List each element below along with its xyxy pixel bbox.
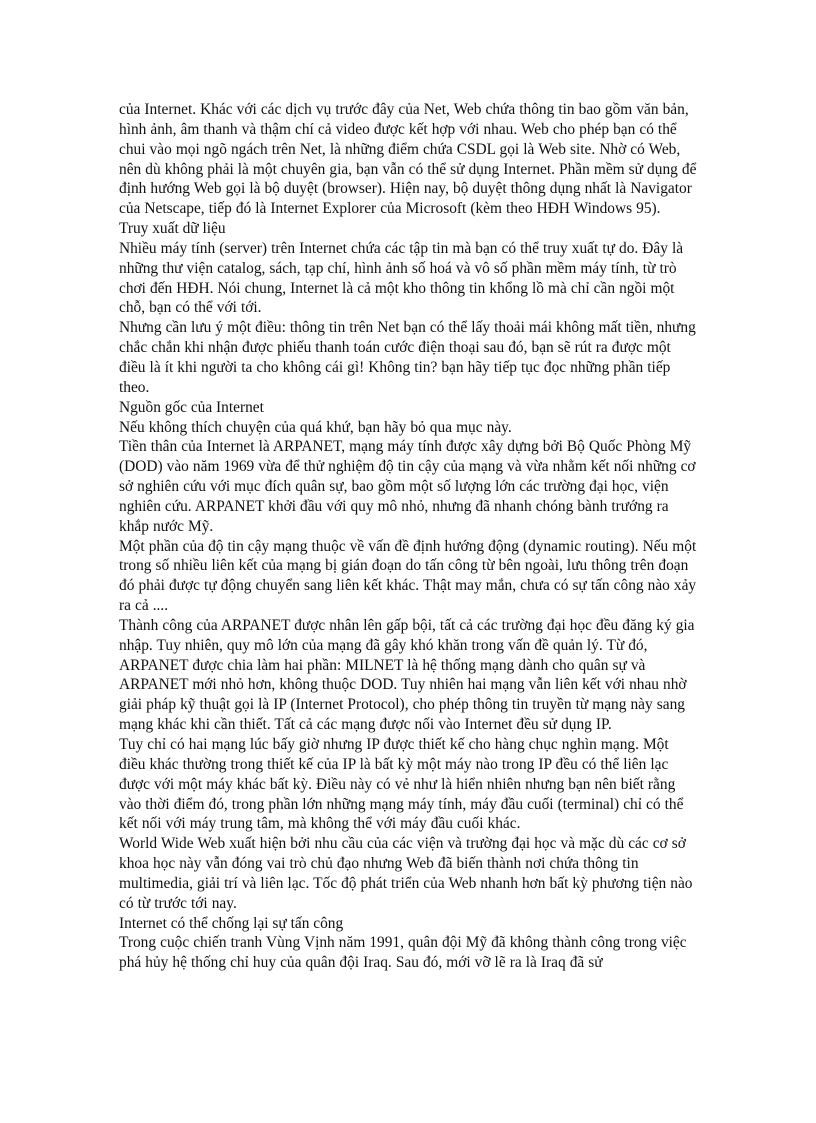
paragraph-skip-note: Nếu không thích chuyện của quá khứ, bạn hãy bỏ qua mục này. xyxy=(119,418,512,436)
heading-data-access: Truy xuất dữ liệu xyxy=(119,220,226,238)
paragraph-milnet: Thành công của ARPANET được nhân lên gấp bội, tất cả các trường đại học đều đăng ký gia nhập. Tuy nhiên, quy mô lớn của mạng đã gây khó khăn trong vấn đề quản lý. Từ đó, ARPANET được chia làm hai phần: MILNET là hệ thống mạng dành cho quân sự và ARPANET mới nhỏ hơn, không thuộc DOD. Tuy nhiên hai mạng vẫn liên kết với nhau nhờ giải pháp kỹ thuật gọi là IP (Internet Protocol), cho phép thông tin truyền từ mạng này sang mạng khác khi cần thiết. Tất cả các mạng được nối vào Internet đều sử dụng IP. xyxy=(119,616,695,734)
paragraph-www: World Wide Web xuất hiện bởi nhu cầu của các viện và trường đại học và mặc dù các cơ sở khoa học này vẫn đóng vai trò chủ đạo nhưng Web đã biến thành nơi chứa thông tin multimedia, giải trí và liên lạc. Tốc độ phát triển của Web nhanh hơn bất kỳ phương tiện nào có từ trước tới nay. xyxy=(119,835,693,912)
paragraph-dynamic-routing: Một phần của độ tin cậy mạng thuộc về vấn đề định hướng động (dynamic routing). Nếu một trong số nhiều liên kết của mạng bị gián đoạn do tấn công từ bên ngoài, lưu thông trên đoạn đó phải được tự động chuyển sang liên kết khác. Thật may mắn, chưa có sự tấn công nào xảy ra cả .... xyxy=(119,537,697,615)
paragraph-arpanet: Tiền thân của Internet là ARPANET, mạng máy tính được xây dựng bởi Bộ Quốc Phòng Mỹ (DOD) vào năm 1969 vừa để thử nghiệm độ tin cậy của mạng và vừa nhằm kết nối những cơ sở nghiên cứu với mục đích quân sự, bao gồm một số lượng lớn các trường đại học, viện nghiên cứu. ARPANET khởi đầu với quy mô nhỏ, nhưng đã nhanh chóng bành trướng ra khắp nước Mỹ. xyxy=(119,438,696,535)
paragraph-servers: Nhiều máy tính (server) trên Internet chứa các tập tin mà bạn có thể truy xuất tự do. Đây là những thư viện catalog, sách, tạp chí, hình ảnh số hoá và vô số phần mềm máy tính, từ trò chơi đến HĐH. Nói chung, Internet là cả một kho thông tin khổng lồ mà chỉ cần ngồi một chỗ, bạn có thể với tới. xyxy=(119,239,684,317)
heading-internet-origin: Nguồn gốc của Internet xyxy=(119,398,264,416)
document-page xyxy=(119,100,697,973)
paragraph-web-intro: của Internet. Khác với các dịch vụ trước đây của Net, Web chứa thông tin bao gồm văn bản, hình ảnh, âm thanh và thậm chí cả video được kết hợp với nhau. Web cho phép bạn có thể chui vào mọi ngõ ngách trên Net, là những điểm chứa CSDL gọi là Web site. Nhờ có Web, nên dù không phải là một chuyên gia, bạn vẫn có thể sử dụng Internet. Phần mềm sử dụng để định hướng Web gọi là bộ duyệt (browser). Hiện nay, bộ duyệt thông dụng nhất là Navigator của Netscape, tiếp đó là Internet Explorer của Microsoft (kèm theo HĐH Windows 95). xyxy=(119,101,697,218)
paragraph-cost-warning: Nhưng cần lưu ý một điều: thông tin trên Net bạn có thể lấy thoải mái không mất tiền, nhưng chắc chắn khi nhận được phiếu thanh toán cước điện thoại sau đó, bạn sẽ rút ra được một điều là ít khi người ta cho không cái gì! Không tin? bạn hãy tiếp tục đọc những phần tiếp theo. xyxy=(119,319,696,396)
heading-attack-resistance: Internet có thể chống lại sự tấn công xyxy=(119,914,344,932)
paragraph-gulf-war: Trong cuộc chiến tranh Vùng Vịnh năm 1991, quân đội Mỹ đã không thành công trong việc phá hủy hệ thống chỉ huy của quân đội Iraq. Sau đó, mới vỡ lẽ ra là Iraq đã sử xyxy=(119,934,687,972)
paragraph-ip-design: Tuy chỉ có hai mạng lúc bấy giờ nhưng IP được thiết kế cho hàng chục nghìn mạng. Một điều khác thường trong thiết kế của IP là bất kỳ một máy nào trong IP đều có thể liên lạc được với một máy khác bất kỳ. Điều này có vẻ như là hiển nhiên nhưng bạn nên biết rằng vào thời điểm đó, trong phần lớn những mạng máy tính, máy đầu cuối (terminal) chỉ có thể kết nối với máy trung tâm, mà không thể với máy đầu cuối khác. xyxy=(119,736,684,833)
